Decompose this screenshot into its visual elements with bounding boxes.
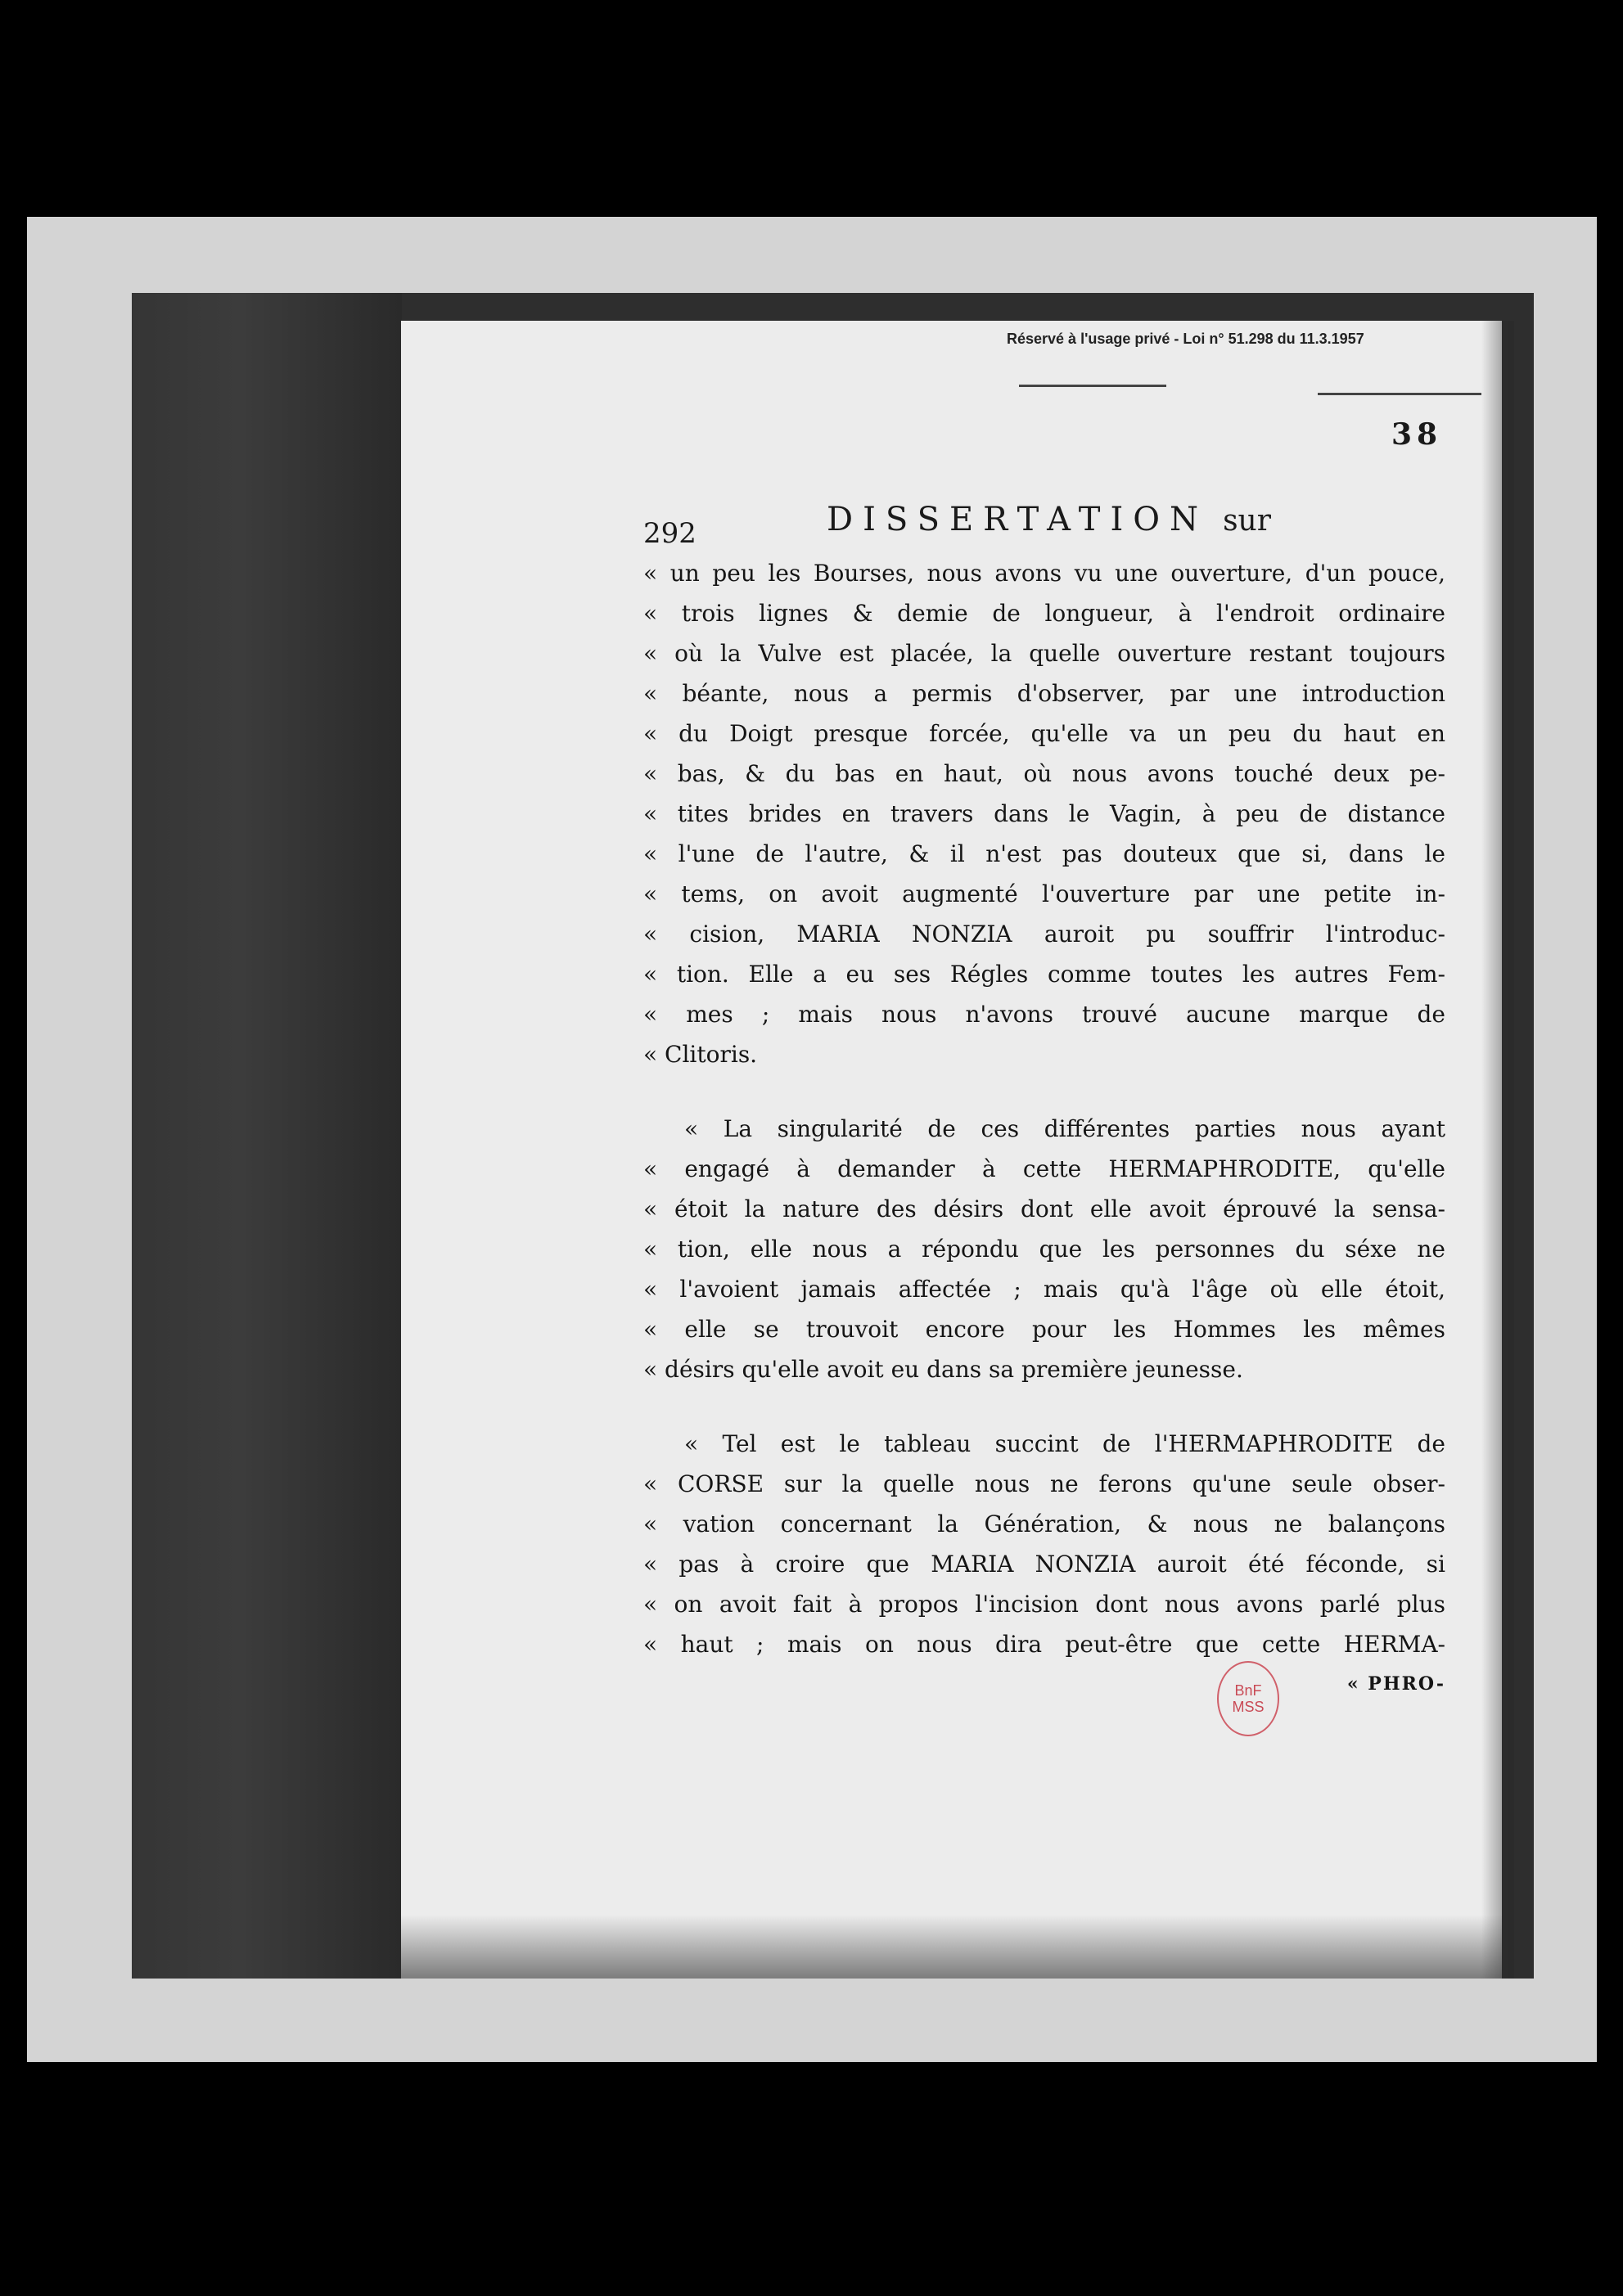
text-line: « engagé à demander à cette HERMAPHRODITE, qu'elle <box>643 1155 1445 1182</box>
running-title-text: DISSERTATION <box>827 501 1209 538</box>
stamp-line: BnF <box>1234 1682 1262 1699</box>
text-line: « Tel est le tableau succint de l'HERMAPHRODITE de <box>684 1430 1445 1457</box>
copyright-notice: Réservé à l'usage privé - Loi n° 51.298 du 11.3.1957 <box>1007 331 1364 347</box>
text-line: « La singularité de ces différentes parties nous ayant <box>684 1115 1445 1142</box>
text-line: « un peu les Bourses, nous avons vu une ouverture, d'un pouce, <box>643 560 1445 587</box>
text-line: « tion. Elle a eu ses Régles comme toutes les autres Fem- <box>643 961 1445 988</box>
text-line: « béante, nous a permis d'observer, par une introduction <box>643 680 1445 707</box>
text-line: « bas, & du bas en haut, où nous avons touché deux pe- <box>643 760 1445 787</box>
folio-number: 38 <box>1391 417 1443 452</box>
text-line: « désirs qu'elle avoit eu dans sa première jeunesse. <box>643 1356 1243 1383</box>
text-line: « CORSE sur la quelle nous ne ferons qu'une seule obser- <box>643 1470 1445 1497</box>
top-rule-right <box>1318 393 1481 395</box>
text-line: « on avoit fait à propos l'incision dont nous avons parlé plus <box>643 1591 1445 1618</box>
text-line: « mes ; mais nous n'avons trouvé aucune marque de <box>643 1001 1445 1028</box>
top-rule <box>1019 385 1166 387</box>
page-bottom-shadow <box>401 1915 1502 1979</box>
catchword: « PHRO- <box>1346 1673 1445 1695</box>
text-line: « elle se trouvoit encore pour les Hommes les mêmes <box>643 1316 1445 1343</box>
text-line: « étoit la nature des désirs dont elle avoit éprouvé la sensa- <box>643 1195 1445 1222</box>
text-line: « haut ; mais on nous dira peut-être que cette HERMA- <box>643 1631 1445 1658</box>
body-text <box>643 553 1445 1704</box>
text-line: « l'une de l'autre, & il n'est pas douteux que si, dans le <box>643 840 1445 867</box>
running-title <box>827 501 1271 538</box>
text-line: « du Doigt presque forcée, qu'elle va un peu du haut en <box>643 720 1445 747</box>
text-line: « cision, MARIA NONZIA auroit pu souffrir l'introduc- <box>643 921 1445 948</box>
page-number: 292 <box>643 517 697 550</box>
text-line: « l'avoient jamais affectée ; mais qu'à l'âge où elle étoit, <box>643 1276 1445 1303</box>
text-line: « tion, elle nous a répondu que les personnes du séxe ne <box>643 1236 1445 1263</box>
library-stamp <box>1217 1661 1279 1736</box>
facing-page-shadow <box>132 293 402 1979</box>
stamp-line: MSS <box>1232 1699 1265 1715</box>
running-title-suffix: sur <box>1223 504 1271 538</box>
text-line: « Clitoris. <box>643 1041 758 1068</box>
paragraph-gap <box>643 1074 1445 1109</box>
text-line: « pas à croire que MARIA NONZIA auroit été féconde, si <box>643 1551 1445 1578</box>
text-line: « où la Vulve est placée, la quelle ouverture restant toujours <box>643 640 1445 667</box>
text-line: « tems, on avoit augmenté l'ouverture par une petite in- <box>643 880 1445 907</box>
paragraph-gap <box>643 1389 1445 1424</box>
text-line: « vation concernant la Génération, & nous ne balançons <box>643 1510 1445 1537</box>
text-line: « tites brides en travers dans le Vagin, à peu de distance <box>643 800 1445 827</box>
page-edge-shadow <box>1481 321 1514 1979</box>
text-line: « trois lignes & demie de longueur, à l'endroit ordinaire <box>643 600 1445 627</box>
